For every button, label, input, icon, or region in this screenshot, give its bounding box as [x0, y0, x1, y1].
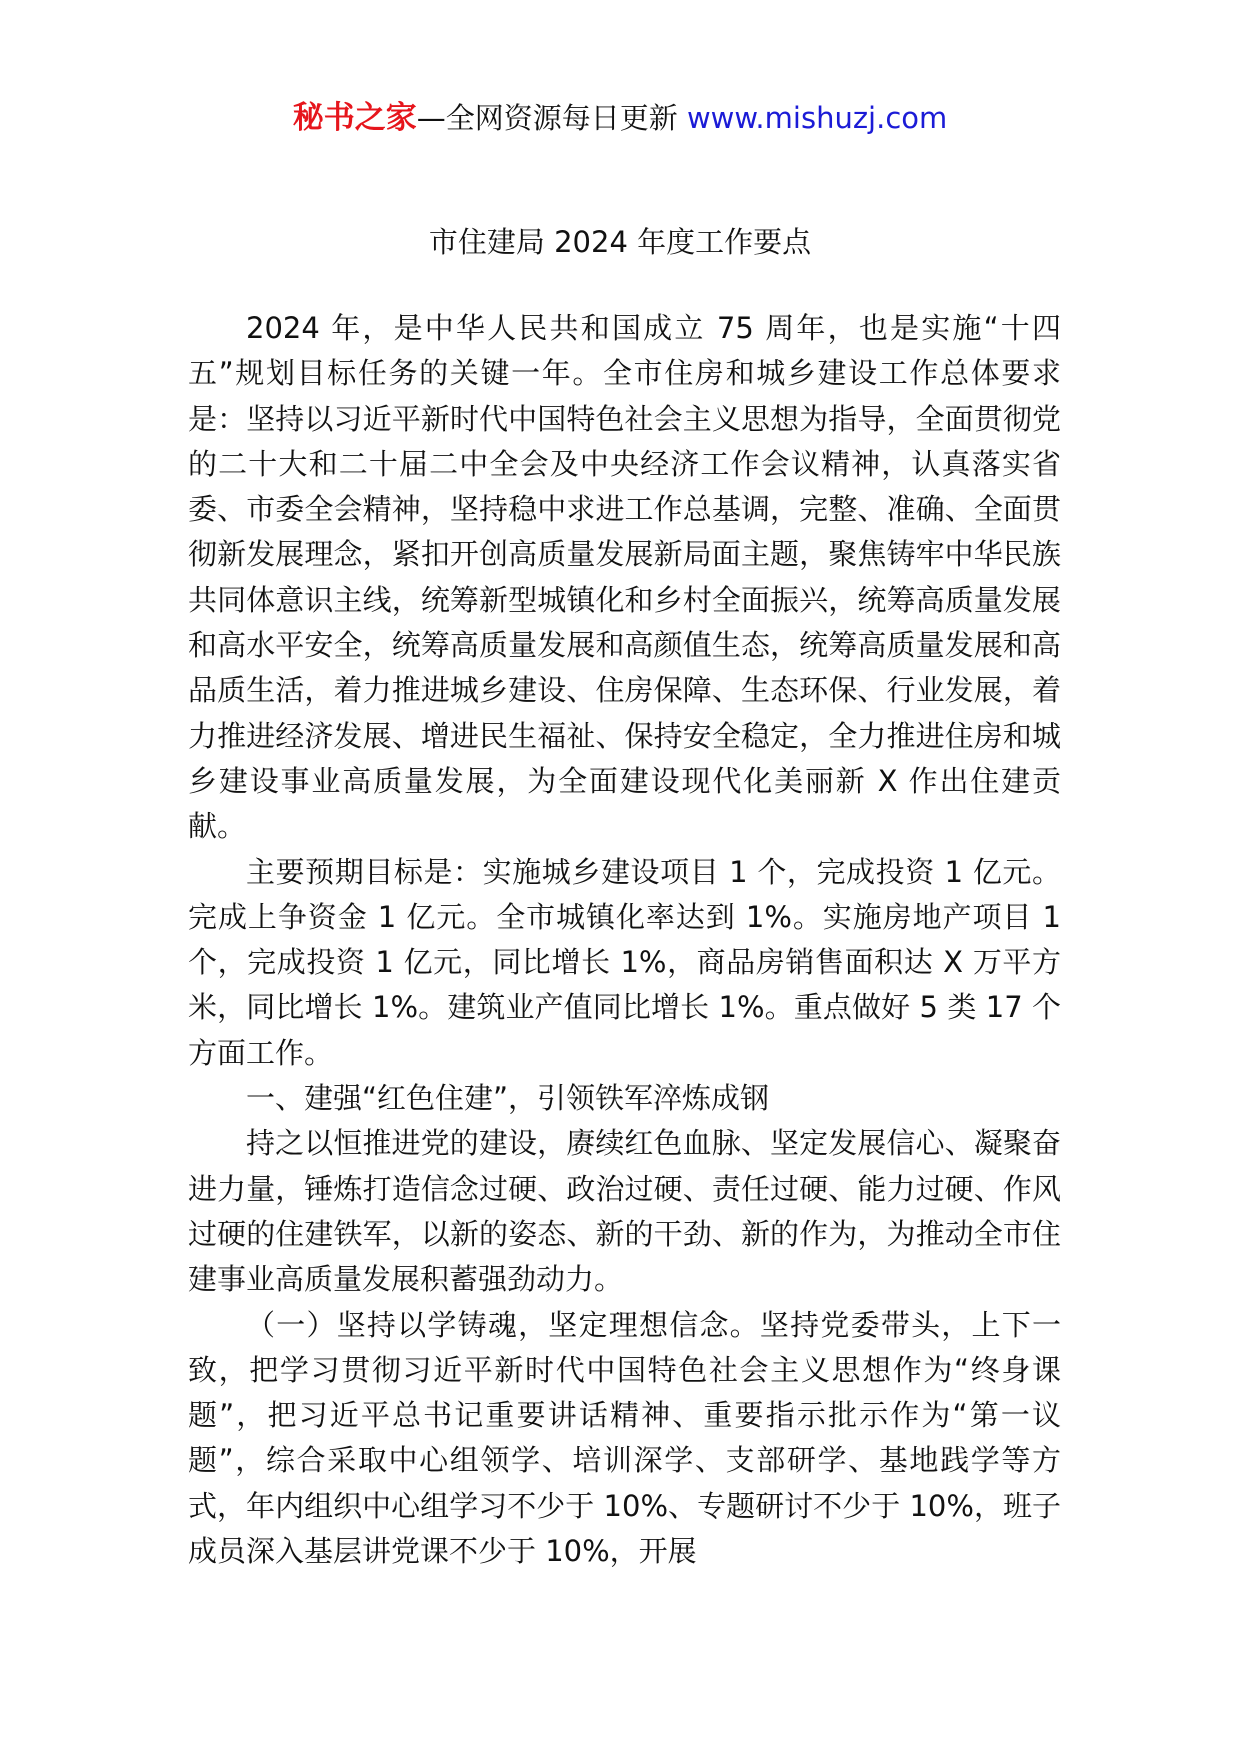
document-title: 市住建局 2024 年度工作要点 — [428, 225, 812, 259]
brand-name: 秘书之家 — [292, 100, 417, 136]
paragraph-targets: 主要预期目标是：实施城乡建设项目 1 个，完成投资 1 亿元。完成上争资金 1 亿元。全市城镇化率达到 1%。实施房地产项目 1 个，完成投资 1 亿元，同比增长 1%，商品房销售面积达 X 万平方米，同比增长 1%。建筑业产值同比增长 1%。重点做好 5 类 17 个方面工作。 — [188, 854, 1061, 1070]
paragraph-intro: 2024 年，是中华人民共和国成立 75 周年，也是实施“十四五”规划目标任务的关键一年。全市住房和城乡建设工作总体要求是：坚持以习近平新时代中国特色社会主义思想为指导，全面贯彻党的二十大和二十届二中全会及中央经济工作会议精神，认真落实省委、市委全会精神，坚持稳中求进工作总基调，完整、准确、全面贯彻新发展理念，紧扣开创高质量发展新局面主题，聚焦铸牢中华民族共同体意识主线，统筹新型城镇化和乡村全面振兴，统筹高质量发展和高水平安全，统筹高质量发展和高颜值生态，统筹高质量发展和高品质生活，着力推进城乡建设、住房保障、生态环保、行业发展，着力推进经济发展、增进民生福祉、保持安全稳定，全力推进住房和城乡建设事业高质量发展，为全面建设现代化美丽新 X 作出住建贡献。 — [188, 311, 1061, 844]
site-header — [0, 98, 1240, 138]
paragraph-item-1: （一）坚持以学铸魂，坚定理想信念。坚持党委带头，上下一致，把学习贯彻习近平新时代中国特色社会主义思想作为“终身课题”，把习近平总书记重要讲话精神、重要指示批示作为“第一议题”，综合采取中心组领学、培训深学、支部研学、基地践学等方式，年内组织中心组学习不少于 10%、专题研讨不少于 10%，班子成员深入基层讲党课不少于 10%，开展 — [188, 1307, 1061, 1569]
paragraph-section-1: 持之以恒推进党的建设，赓续红色血脉、坚定发展信心、凝聚奋进力量，锤炼打造信念过硬、政治过硬、责任过硬、能力过硬、作风过硬的住建铁军，以新的姿态、新的干劲、新的作为，为推动全市住建事业高质量发展积蓄强劲动力。 — [188, 1126, 1061, 1297]
document-body — [188, 306, 1061, 1574]
site-url-link[interactable]: www.mishuzj.com — [686, 101, 948, 135]
header-tagline: —全网资源每日更新 — [416, 101, 687, 135]
section-heading-1: 一、建强“红色住建”，引领铁军淬炼成钢 — [246, 1081, 770, 1116]
